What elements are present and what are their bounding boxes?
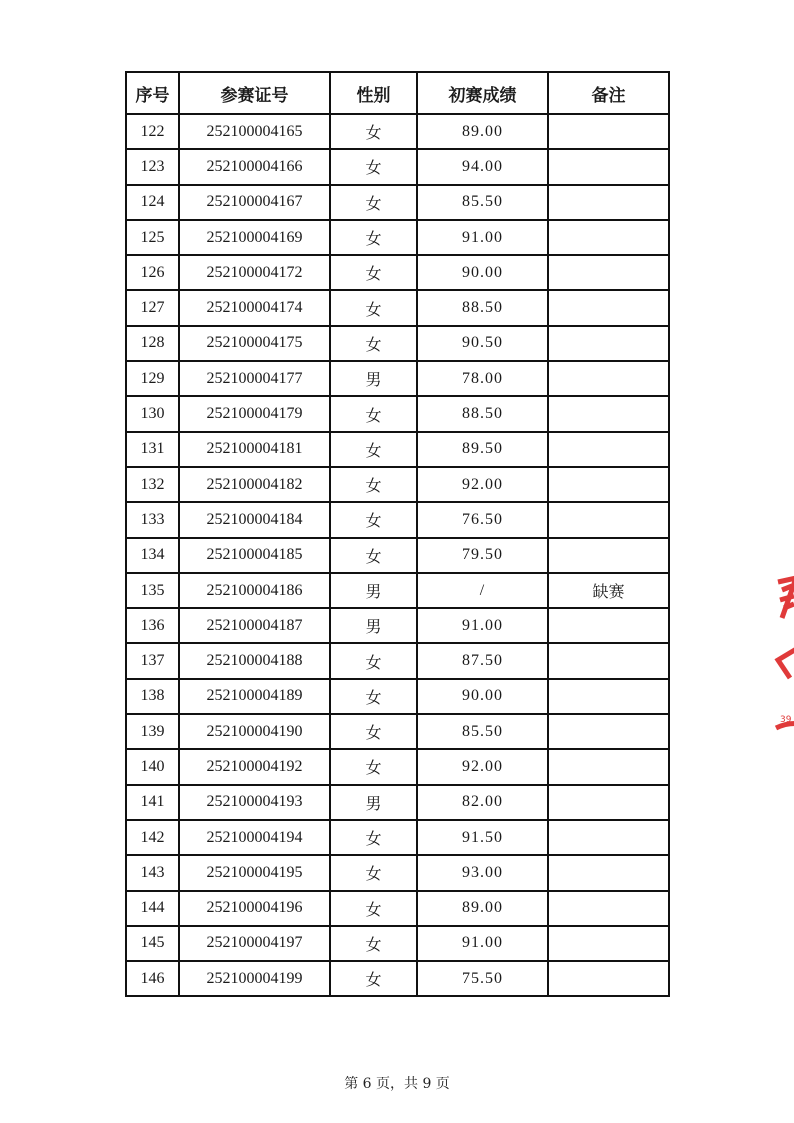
cell-serial-number: 140 — [126, 749, 179, 784]
cell-serial-number: 138 — [126, 679, 179, 714]
table-row — [126, 396, 669, 431]
cell-entry-id: 252100004195 — [179, 855, 330, 890]
cell-serial-number: 127 — [126, 290, 179, 325]
cell-remarks — [548, 855, 669, 890]
header-entry-id: 参赛证号 — [179, 72, 330, 114]
cell-serial-number: 145 — [126, 926, 179, 961]
cell-preliminary-score: 91.00 — [417, 220, 548, 255]
cell-preliminary-score: 82.00 — [417, 785, 548, 820]
red-seal-stamp — [768, 570, 794, 750]
cell-gender: 女 — [330, 290, 417, 325]
cell-gender: 女 — [330, 185, 417, 220]
cell-serial-number: 122 — [126, 114, 179, 149]
cell-serial-number: 128 — [126, 326, 179, 361]
cell-preliminary-score: 75.50 — [417, 961, 548, 996]
cell-serial-number: 146 — [126, 961, 179, 996]
cell-preliminary-score: 89.00 — [417, 891, 548, 926]
cell-gender: 女 — [330, 502, 417, 537]
cell-serial-number: 137 — [126, 643, 179, 678]
cell-entry-id: 252100004186 — [179, 573, 330, 608]
cell-entry-id: 252100004184 — [179, 502, 330, 537]
table-header-row — [126, 72, 669, 114]
cell-remarks — [548, 749, 669, 784]
cell-remarks: 缺赛 — [548, 573, 669, 608]
cell-entry-id: 252100004199 — [179, 961, 330, 996]
cell-preliminary-score: 89.50 — [417, 432, 548, 467]
cell-entry-id: 252100004174 — [179, 290, 330, 325]
cell-preliminary-score: 91.00 — [417, 926, 548, 961]
cell-remarks — [548, 891, 669, 926]
cell-preliminary-score: 85.50 — [417, 714, 548, 749]
cell-gender: 女 — [330, 714, 417, 749]
cell-preliminary-score: 91.50 — [417, 820, 548, 855]
cell-preliminary-score: 92.00 — [417, 749, 548, 784]
table-row — [126, 855, 669, 890]
table-row — [126, 432, 669, 467]
table-row — [126, 114, 669, 149]
cell-preliminary-score: 88.50 — [417, 396, 548, 431]
cell-serial-number: 143 — [126, 855, 179, 890]
table-row — [126, 961, 669, 996]
cell-remarks — [548, 361, 669, 396]
cell-remarks — [548, 114, 669, 149]
cell-serial-number: 144 — [126, 891, 179, 926]
cell-remarks — [548, 820, 669, 855]
cell-serial-number: 125 — [126, 220, 179, 255]
table-row — [126, 255, 669, 290]
cell-remarks — [548, 290, 669, 325]
cell-preliminary-score: / — [417, 573, 548, 608]
cell-remarks — [548, 608, 669, 643]
table-row — [126, 467, 669, 502]
cell-remarks — [548, 714, 669, 749]
table-body — [126, 114, 669, 996]
cell-serial-number: 135 — [126, 573, 179, 608]
cell-serial-number: 133 — [126, 502, 179, 537]
cell-serial-number: 124 — [126, 185, 179, 220]
cell-preliminary-score: 78.00 — [417, 361, 548, 396]
table-row — [126, 290, 669, 325]
table-row — [126, 891, 669, 926]
cell-preliminary-score: 89.00 — [417, 114, 548, 149]
cell-serial-number: 132 — [126, 467, 179, 502]
page-number-footer: 第 6 页，共 9 页 — [344, 1076, 450, 1092]
cell-entry-id: 252100004188 — [179, 643, 330, 678]
cell-serial-number: 131 — [126, 432, 179, 467]
table-row — [126, 820, 669, 855]
cell-entry-id: 252100004166 — [179, 149, 330, 184]
table-row — [126, 149, 669, 184]
cell-remarks — [548, 149, 669, 184]
cell-serial-number: 142 — [126, 820, 179, 855]
table-row — [126, 502, 669, 537]
cell-gender: 女 — [330, 220, 417, 255]
table-row — [126, 326, 669, 361]
cell-entry-id: 252100004167 — [179, 185, 330, 220]
cell-gender: 女 — [330, 855, 417, 890]
cell-preliminary-score: 94.00 — [417, 149, 548, 184]
cell-preliminary-score: 85.50 — [417, 185, 548, 220]
cell-gender: 女 — [330, 643, 417, 678]
cell-gender: 男 — [330, 361, 417, 396]
header-preliminary-score: 初赛成绩 — [417, 72, 548, 114]
cell-entry-id: 252100004172 — [179, 255, 330, 290]
cell-gender: 女 — [330, 926, 417, 961]
cell-entry-id: 252100004185 — [179, 538, 330, 573]
cell-entry-id: 252100004177 — [179, 361, 330, 396]
cell-remarks — [548, 679, 669, 714]
cell-entry-id: 252100004194 — [179, 820, 330, 855]
table-row — [126, 714, 669, 749]
cell-gender: 男 — [330, 573, 417, 608]
cell-remarks — [548, 255, 669, 290]
table-row — [126, 185, 669, 220]
cell-remarks — [548, 220, 669, 255]
cell-remarks — [548, 502, 669, 537]
cell-entry-id: 252100004179 — [179, 396, 330, 431]
cell-serial-number: 141 — [126, 785, 179, 820]
cell-remarks — [548, 785, 669, 820]
cell-entry-id: 252100004182 — [179, 467, 330, 502]
cell-preliminary-score: 79.50 — [417, 538, 548, 573]
cell-serial-number: 129 — [126, 361, 179, 396]
cell-gender: 女 — [330, 467, 417, 502]
table-row — [126, 643, 669, 678]
cell-preliminary-score: 90.50 — [417, 326, 548, 361]
stamp-partial-text: 39 — [780, 715, 792, 725]
cell-preliminary-score: 92.00 — [417, 467, 548, 502]
cell-entry-id: 252100004192 — [179, 749, 330, 784]
table-row — [126, 608, 669, 643]
cell-serial-number: 136 — [126, 608, 179, 643]
header-serial-number: 序号 — [126, 72, 179, 114]
cell-remarks — [548, 185, 669, 220]
cell-entry-id: 252100004187 — [179, 608, 330, 643]
cell-serial-number: 130 — [126, 396, 179, 431]
cell-serial-number: 139 — [126, 714, 179, 749]
cell-preliminary-score: 76.50 — [417, 502, 548, 537]
table-row — [126, 679, 669, 714]
stamp-glyph-middle — [778, 648, 794, 678]
cell-remarks — [548, 467, 669, 502]
table-row — [126, 220, 669, 255]
cell-entry-id: 252100004196 — [179, 891, 330, 926]
cell-gender: 女 — [330, 820, 417, 855]
header-gender: 性别 — [330, 72, 417, 114]
cell-gender: 女 — [330, 538, 417, 573]
cell-gender: 女 — [330, 255, 417, 290]
cell-entry-id: 252100004165 — [179, 114, 330, 149]
cell-remarks — [548, 538, 669, 573]
cell-entry-id: 252100004189 — [179, 679, 330, 714]
cell-remarks — [548, 432, 669, 467]
cell-preliminary-score: 88.50 — [417, 290, 548, 325]
cell-gender: 女 — [330, 114, 417, 149]
cell-serial-number: 134 — [126, 538, 179, 573]
cell-preliminary-score: 91.00 — [417, 608, 548, 643]
cell-gender: 女 — [330, 891, 417, 926]
cell-remarks — [548, 326, 669, 361]
table-row — [126, 538, 669, 573]
cell-preliminary-score: 87.50 — [417, 643, 548, 678]
cell-preliminary-score: 93.00 — [417, 855, 548, 890]
cell-entry-id: 252100004190 — [179, 714, 330, 749]
cell-gender: 男 — [330, 785, 417, 820]
table-row — [126, 573, 669, 608]
table-row — [126, 785, 669, 820]
cell-gender: 男 — [330, 608, 417, 643]
cell-remarks — [548, 396, 669, 431]
cell-gender: 女 — [330, 749, 417, 784]
cell-gender: 女 — [330, 326, 417, 361]
cell-gender: 女 — [330, 679, 417, 714]
cell-remarks — [548, 643, 669, 678]
results-table — [125, 71, 670, 997]
cell-entry-id: 252100004181 — [179, 432, 330, 467]
cell-entry-id: 252100004169 — [179, 220, 330, 255]
cell-gender: 女 — [330, 432, 417, 467]
table-row — [126, 749, 669, 784]
cell-preliminary-score: 90.00 — [417, 679, 548, 714]
header-remarks: 备注 — [548, 72, 669, 114]
cell-serial-number: 123 — [126, 149, 179, 184]
cell-entry-id: 252100004193 — [179, 785, 330, 820]
cell-remarks — [548, 961, 669, 996]
cell-gender: 女 — [330, 396, 417, 431]
cell-entry-id: 252100004197 — [179, 926, 330, 961]
cell-gender: 女 — [330, 961, 417, 996]
cell-remarks — [548, 926, 669, 961]
table-row — [126, 361, 669, 396]
table-row — [126, 926, 669, 961]
cell-preliminary-score: 90.00 — [417, 255, 548, 290]
cell-serial-number: 126 — [126, 255, 179, 290]
cell-entry-id: 252100004175 — [179, 326, 330, 361]
cell-gender: 女 — [330, 149, 417, 184]
